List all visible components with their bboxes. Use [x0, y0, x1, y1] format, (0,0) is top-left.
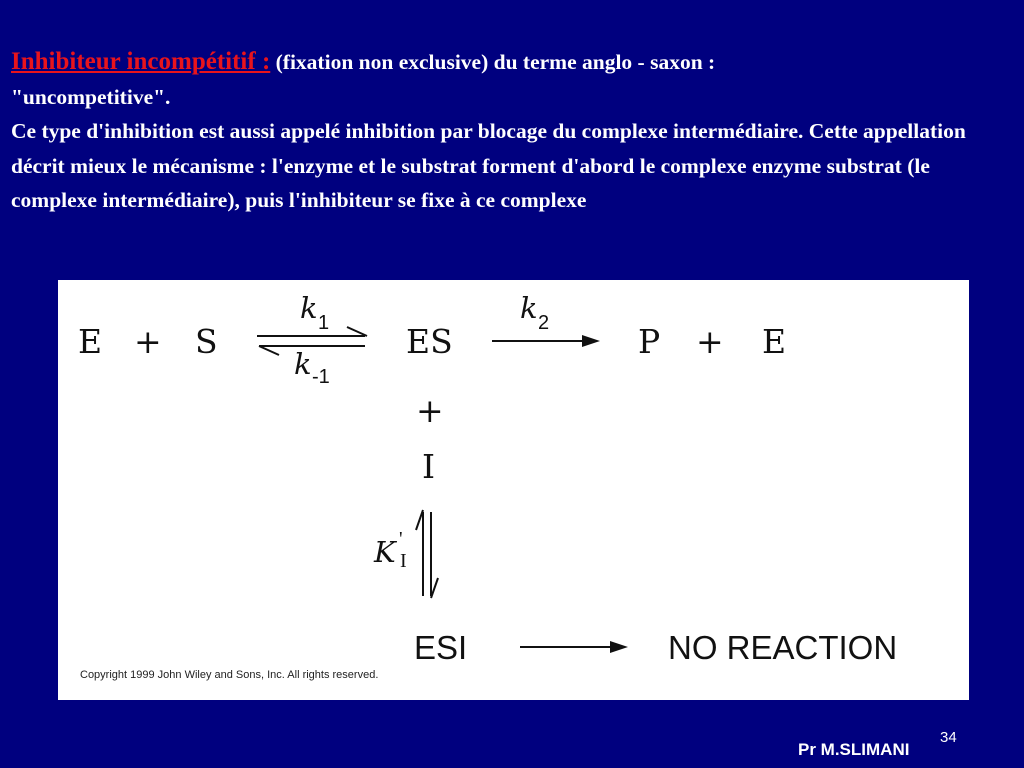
plus-sign-vertical: +	[416, 391, 444, 430]
k2-label: k	[520, 291, 538, 325]
equilibrium-arrows	[253, 324, 373, 360]
complex-ES: ES	[406, 322, 453, 361]
complex-ESI: ESI	[414, 629, 468, 666]
enzyme-E-released: E	[762, 322, 787, 361]
substrate-S: S	[195, 322, 218, 361]
author-footer: Pr M.SLIMANI	[798, 740, 910, 759]
title-line	[11, 45, 1011, 80]
KI-prime: '	[399, 528, 403, 550]
k1-subscript: 1	[318, 312, 330, 334]
inhibitor-I: I	[422, 447, 436, 486]
k-1-label: k	[294, 347, 312, 381]
k-1-subscript: -1	[312, 366, 330, 388]
plus-sign-2: +	[696, 322, 724, 361]
enzyme-E: E	[78, 322, 103, 361]
copyright-notice: Copyright 1999 John Wiley and Sons, Inc. All rights reserved.	[80, 669, 379, 681]
no-reaction-label: NO REACTION	[668, 629, 898, 666]
slide-text	[11, 45, 1011, 218]
plus-sign: +	[134, 322, 162, 361]
uncompetitive-term: "uncompetitive".	[11, 84, 171, 109]
reaction-diagram	[58, 280, 969, 700]
KI-subscript: I	[400, 550, 407, 572]
vertical-equilibrium-arrows	[414, 506, 444, 602]
title-rest: (fixation non exclusive) du terme anglo - saxon :	[270, 50, 716, 74]
k2-subscript: 2	[538, 312, 550, 334]
KI-label: K	[374, 535, 396, 569]
k1-label: k	[300, 291, 318, 325]
body-paragraph: Ce type d'inhibition est aussi appelé inhibition par blocage du complexe intermédiaire. Cette appellation décrit mieux le mécanisme : l'enzyme et le substrat forment d'abord le complexe enzyme substrat (le complexe intermédiaire), puis l'inhibiteur se fixe à ce complexe	[11, 119, 966, 212]
no-reaction-arrow	[518, 638, 630, 658]
product-P: P	[638, 322, 661, 361]
k2-arrow	[490, 332, 602, 352]
slide-number: 34	[940, 729, 957, 746]
slide-title: Inhibiteur incompétitif :	[11, 48, 271, 75]
